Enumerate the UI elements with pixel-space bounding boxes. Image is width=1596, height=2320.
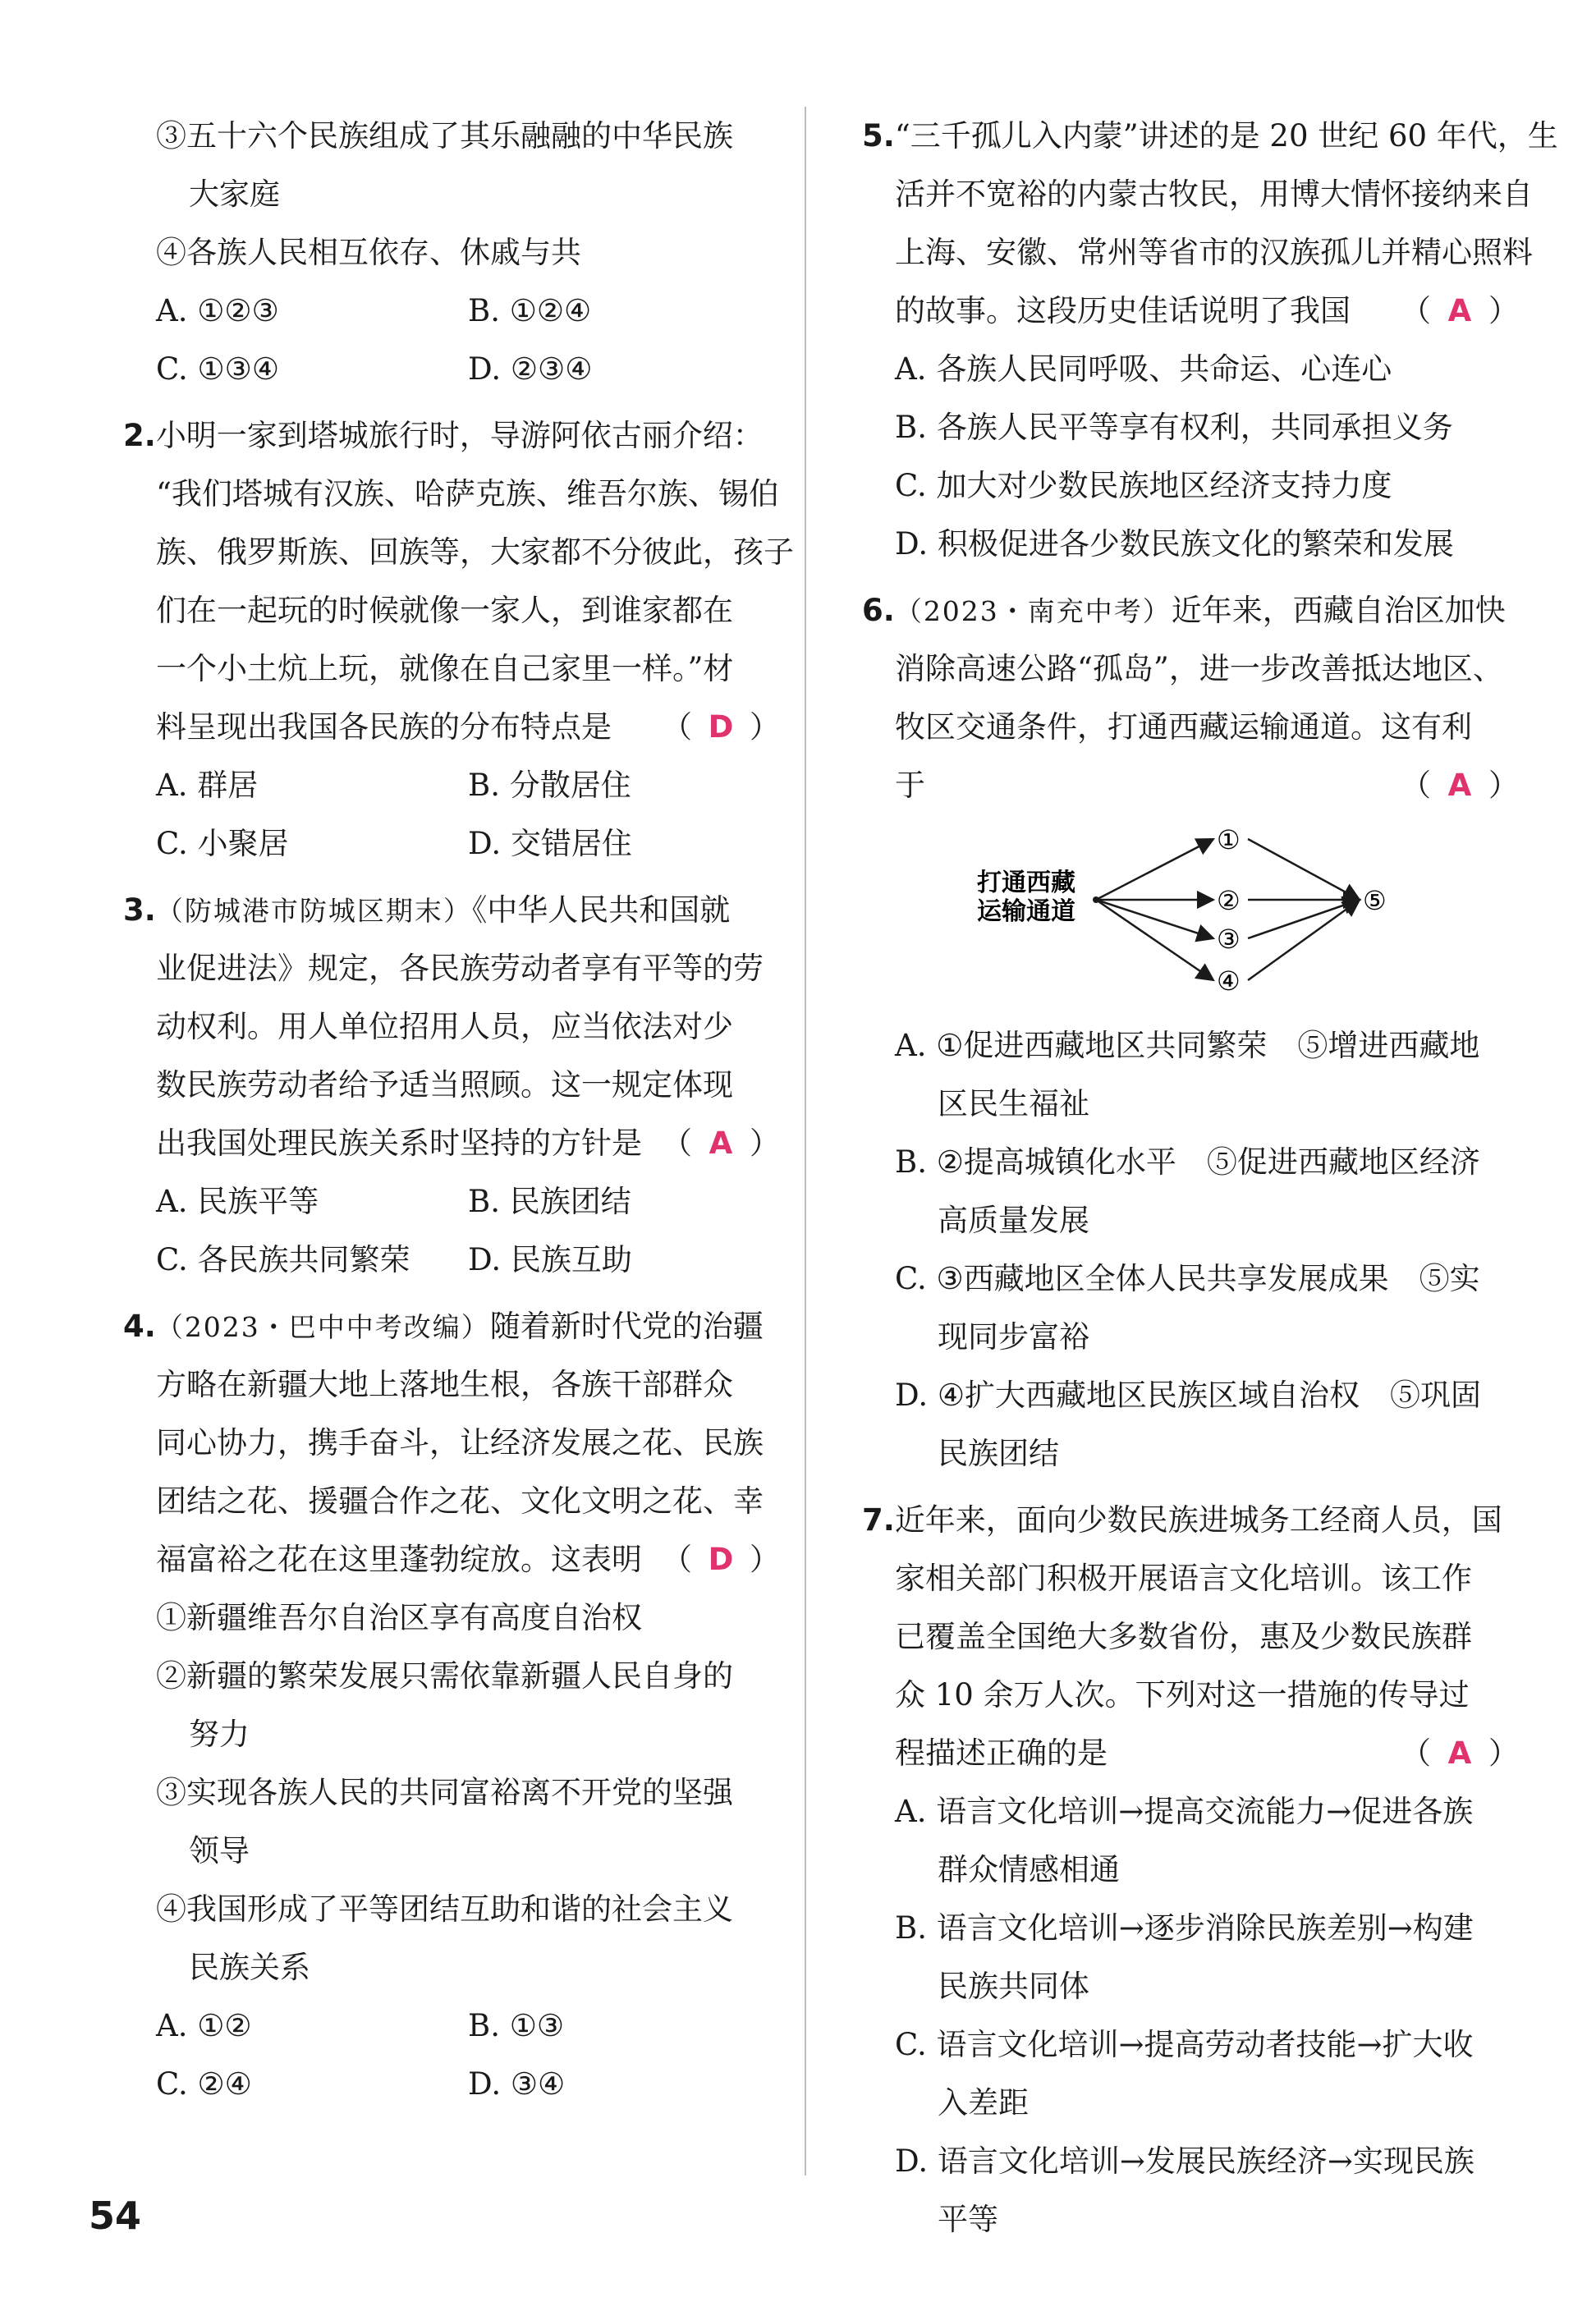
- page-number: 54: [89, 2194, 142, 2238]
- q7-answer: A: [1447, 1735, 1472, 1771]
- q6-line-3: 牧区交通条件，打通西藏运输通道。这有利: [895, 709, 1472, 745]
- q4-item-1: ①新疆维吾尔自治区享有高度自治权: [156, 1600, 642, 1635]
- q5-answer-bracket: （ A ）: [1401, 282, 1519, 340]
- q3-options-row-2: [123, 1231, 780, 1289]
- q6-source: （2023・南充中考）: [894, 595, 1172, 627]
- question-2: [123, 406, 794, 873]
- q4-option-c: C. ②④: [156, 2066, 252, 2102]
- q7-line-2: 家相关部门积极开展语言文化培训。该工作: [895, 1561, 1472, 1596]
- q3-line-3: 动权利。用人单位招用人员，应当依法对少: [156, 1009, 733, 1044]
- q6-arrow-to-1: [1096, 839, 1213, 900]
- q7-option-a: A. 语言文化培训→提高交流能力→促进各族: [895, 1794, 1474, 1829]
- q2-options-row-2: [123, 814, 780, 873]
- q3-answer-bracket: （ A ）: [662, 1114, 780, 1172]
- q6-arrow-to-3: [1096, 900, 1213, 938]
- q2-line-6: 料呈现出我国各民族的分布特点是 （ D ）: [123, 698, 780, 756]
- q2-option-d: D. 交错居住: [468, 826, 632, 861]
- q6-option-a: A. ①促进西藏地区共同繁荣 ⑤增进西藏地: [895, 1028, 1480, 1063]
- q6-option-d: D. ④扩大西藏地区民族区域自治权 ⑤巩固: [895, 1378, 1482, 1413]
- q4-line-5: 福富裕之花在这里蓬勃绽放。这表明 （ D ）: [123, 1530, 780, 1589]
- q2-number: 2.: [123, 418, 156, 453]
- q1-item-3: ③五十六个民族组成了其乐融融的中华民族: [156, 118, 733, 154]
- q4-item-2: ②新疆的繁荣发展只需依靠新疆人民自身的: [156, 1658, 733, 1694]
- q1-option-c: C. ①③④: [156, 351, 280, 387]
- q4-item-4-cont: 民族关系: [189, 1950, 310, 1985]
- q7-option-b-cont: 民族共同体: [938, 1969, 1089, 2004]
- q4-source: （2023・巴中中考改编）: [155, 1311, 490, 1343]
- q2-option-c: C. 小聚居: [156, 826, 289, 861]
- q7-option-c: C. 语言文化培训→提高劳动者技能→扩大收: [895, 2027, 1474, 2062]
- q4-number: 4.: [123, 1309, 156, 1344]
- question-4: [123, 1297, 780, 2113]
- q5-option-d: D. 积极促进各少数民族文化的繁荣和发展: [895, 526, 1454, 562]
- q4-line-2: 方略在新疆大地上落地生根，各族干部群众: [156, 1367, 733, 1402]
- q5-line-1: 5.“三千孤儿入内蒙”讲述的是 20 世纪 60 年代，生: [862, 118, 1558, 154]
- q2-option-b: B. 分散居住: [468, 768, 631, 803]
- q3-answer: A: [709, 1126, 733, 1161]
- q7-number: 7.: [862, 1502, 895, 1538]
- q3-source: （防城港市防城区期末）: [155, 895, 472, 927]
- q1-options-row-2: [123, 340, 780, 398]
- q3-option-b: B. 民族团结: [468, 1184, 631, 1219]
- q3-number: 3.: [123, 892, 156, 928]
- q6-option-b: B. ②提高城镇化水平 ⑤促进西藏地区经济: [895, 1144, 1480, 1180]
- q7-option-d-cont: 平等: [938, 2202, 998, 2237]
- q4-option-b: B. ①③: [468, 2008, 565, 2043]
- q2-answer-bracket: （ D ）: [662, 698, 780, 756]
- q2-options-row-1: [123, 756, 780, 814]
- q5-option-c: C. 加大对少数民族地区经济支持力度: [895, 468, 1392, 503]
- q5-line-2: 活并不宽裕的内蒙古牧民，用博大情怀接纳来自: [895, 177, 1533, 212]
- q3-options-row-1: [123, 1172, 780, 1231]
- q2-line-5: 一个小土炕上玩，就像在自己家里一样。”材: [156, 651, 734, 686]
- q3-line-5: 出我国处理民族关系时坚持的方针是 （ A ）: [123, 1114, 780, 1172]
- q2-line-1: 2.小明一家到塔城旅行时，导游阿依古丽介绍：: [123, 418, 764, 453]
- question-7: [862, 1491, 1519, 2249]
- q2-line-2: “我们塔城有汉族、哈萨克族、维吾尔族、锡伯: [156, 476, 779, 511]
- q7-line-5: 程描述正确的是 （ A ）: [862, 1724, 1519, 1782]
- q6-node-1: ①: [1217, 824, 1241, 855]
- q7-option-a-cont: 群众情感相通: [938, 1852, 1120, 1887]
- q6-node-4: ④: [1217, 965, 1241, 997]
- column-divider: [805, 107, 806, 2176]
- q6-line-2: 消除高速公路“孤岛”，进一步改善抵达地区、: [895, 651, 1503, 686]
- q4-item-3: ③实现各族人民的共同富裕离不开党的坚强: [156, 1775, 733, 1810]
- q2-option-a: A. 群居: [156, 768, 259, 803]
- q4-options-row-1: [123, 1997, 780, 2055]
- right-column: [862, 107, 1558, 2257]
- q6-diagram-svg: [862, 819, 1519, 1008]
- q7-option-c-cont: 入差距: [938, 2085, 1029, 2121]
- q6-diagram: [862, 819, 1519, 1008]
- q4-options-row-2: [123, 2055, 780, 2113]
- q7-line-3: 已覆盖全国绝大多数省份，惠及少数民族群: [895, 1619, 1472, 1654]
- q4-line-4: 团结之花、援疆合作之花、文化文明之花、幸: [156, 1483, 764, 1519]
- q3-option-a: A. 民族平等: [156, 1184, 319, 1219]
- q4-option-d: D. ③④: [468, 2066, 566, 2102]
- q5-line-3: 上海、安徽、常州等省市的汉族孤儿并精心照料: [895, 235, 1533, 270]
- q3-line-4: 数民族劳动者给予适当照顾。这一规定体现: [156, 1067, 733, 1103]
- q1-item-4: ④各族人民相互依存、休戚与共: [156, 235, 581, 270]
- q7-option-d: D. 语言文化培训→发展民族经济→实现民族: [895, 2143, 1474, 2179]
- q6-option-d-cont: 民族团结: [938, 1436, 1059, 1471]
- q5-option-b: B. 各族人民平等享有权利，共同承担义务: [895, 410, 1453, 445]
- q6-node-5: ⑤: [1363, 885, 1387, 916]
- q4-line-1: 4.（2023・巴中中考改编）随着新时代党的治疆: [123, 1309, 764, 1344]
- q6-line-4: 于 （ A ）: [862, 756, 1519, 814]
- q6-line-1: 6.（2023・南充中考）近年来，西藏自治区加快: [862, 593, 1506, 628]
- q3-line-1: 3.（防城港市防城区期末）《中华人民共和国就: [123, 892, 731, 928]
- q7-line-1: 7.近年来，面向少数民族进城务工经商人员，国: [862, 1502, 1502, 1538]
- q3-option-d: D. 民族互助: [468, 1242, 632, 1277]
- q5-number: 5.: [862, 118, 895, 154]
- question-1-tail: [123, 107, 780, 398]
- q4-answer: D: [708, 1542, 734, 1577]
- q6-arrow-to-4: [1096, 900, 1213, 980]
- q6-number: 6.: [862, 593, 895, 628]
- q1-options-row-1: [123, 282, 780, 340]
- q5-option-a: A. 各族人民同呼吸、共命运、心连心: [895, 351, 1392, 387]
- question-3: [123, 881, 780, 1289]
- q6-answer: A: [1447, 768, 1472, 803]
- q4-option-a: A. ①②: [156, 2008, 252, 2043]
- q4-item-2-cont: 努力: [189, 1717, 250, 1752]
- left-column: [123, 107, 794, 2121]
- q5-answer: A: [1447, 293, 1472, 328]
- q6-arrow-1-to-5: [1248, 839, 1360, 900]
- q6-arrow-3-to-5: [1248, 900, 1360, 938]
- q4-item-3-cont: 领导: [189, 1833, 250, 1868]
- q6-diagram-label-2: 运输通道: [977, 897, 1075, 926]
- q1-option-b: B. ①②④: [468, 293, 592, 328]
- q1-item-3-cont: 大家庭: [189, 177, 280, 212]
- question-5: [862, 107, 1558, 573]
- q7-answer-bracket: （ A ）: [1401, 1724, 1519, 1782]
- q4-line-3: 同心协力，携手奋斗，让经济发展之花、民族: [156, 1425, 764, 1460]
- q2-line-4: 们在一起玩的时候就像一家人，到谁家都在: [156, 593, 733, 628]
- q4-answer-bracket: （ D ）: [662, 1530, 780, 1589]
- q1-option-d: D. ②③④: [468, 351, 593, 387]
- q1-option-a: A. ①②③: [156, 293, 279, 328]
- q6-diagram-label-1: 打通西藏: [977, 869, 1075, 897]
- q3-line-2: 业促进法》规定，各民族劳动者享有平等的劳: [156, 951, 764, 986]
- q6-option-b-cont: 高质量发展: [938, 1203, 1089, 1238]
- q7-line-4: 众 10 余万人次。下列对这一措施的传导过: [895, 1677, 1470, 1712]
- q5-line-4: 的故事。这段历史佳话说明了我国 （ A ）: [862, 282, 1519, 340]
- q6-node-2: ②: [1217, 885, 1241, 916]
- q6-option-a-cont: 区民生福祉: [938, 1086, 1089, 1121]
- q6-option-c-cont: 现同步富裕: [938, 1319, 1089, 1355]
- q3-option-c: C. 各民族共同繁荣: [156, 1242, 410, 1277]
- q4-item-4: ④我国形成了平等团结互助和谐的社会主义: [156, 1891, 733, 1927]
- q6-option-c: C. ③西藏地区全体人民共享发展成果 ⑤实: [895, 1261, 1480, 1296]
- q2-answer: D: [708, 709, 734, 745]
- q6-node-3: ③: [1217, 924, 1241, 955]
- q6-arrow-4-to-5: [1248, 900, 1360, 980]
- q2-line-3: 族、俄罗斯族、回族等，大家都不分彼此，孩子: [156, 534, 794, 570]
- q7-option-b: B. 语言文化培训→逐步消除民族差别→构建: [895, 1910, 1474, 1946]
- question-6: [862, 581, 1519, 1483]
- q6-answer-bracket: （ A ）: [1401, 756, 1519, 814]
